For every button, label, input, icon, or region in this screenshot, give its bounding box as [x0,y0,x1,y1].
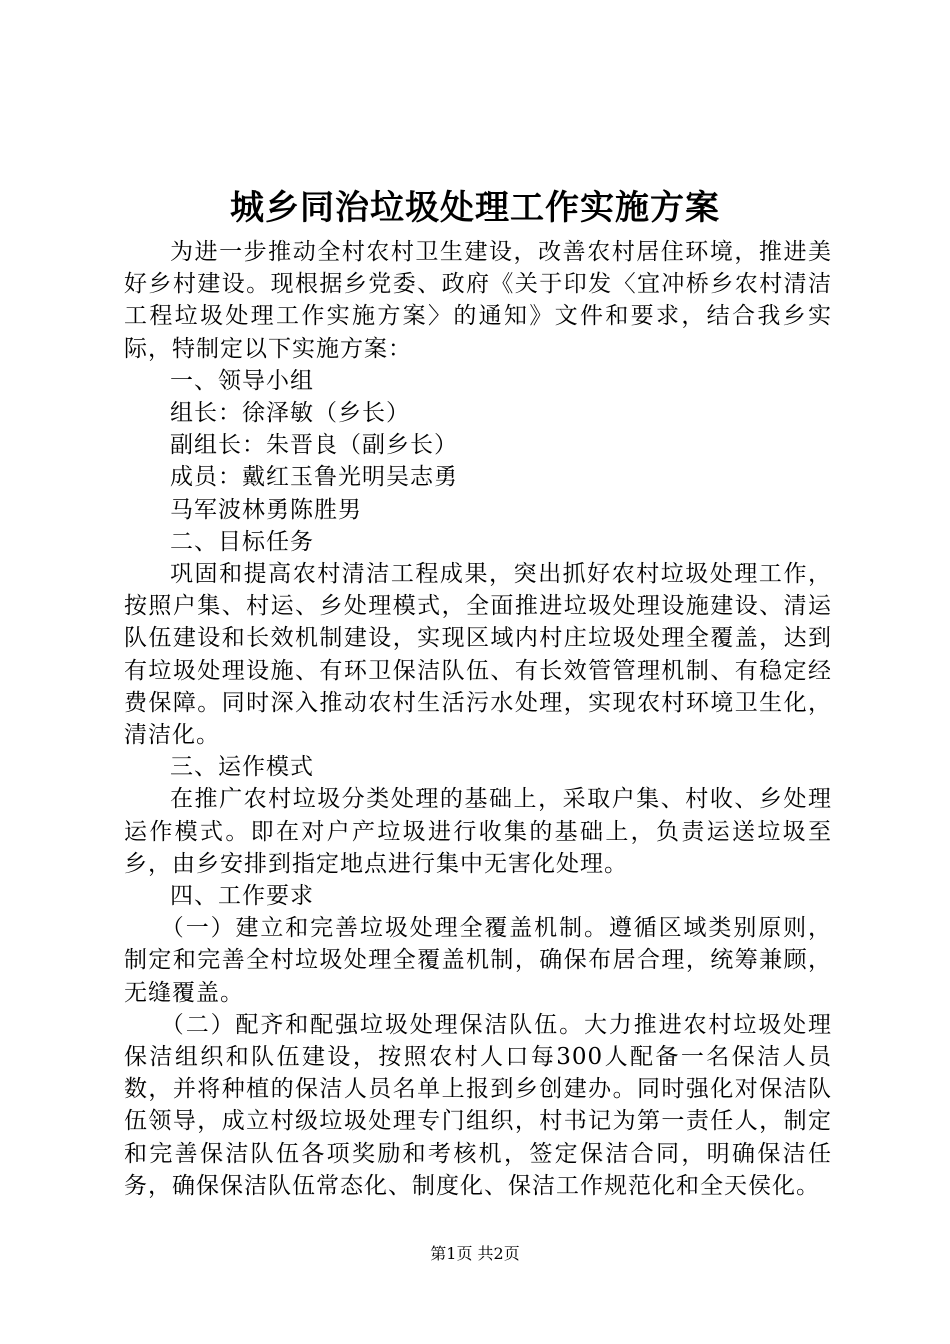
page-footer: 第1页 共2页 [430,1244,520,1263]
paragraph-goals: 巩固和提高农村清洁工程成果，突出抓好农村垃圾处理工作，按照户集、村运、乡处理模式，全面推进垃圾处理设施建设、清运队伍建设和长效机制建设，实现区域内村庄垃圾处理全覆盖，达到有垃圾处理设施、有环卫保洁队伍、有长效管管理机制、有稳定经费保障。同时深入推动农村生活污水处理，实现农村环境卫生化，清洁化。 [124,561,832,749]
paragraph-members-continued: 马军波林勇陈胜男 [170,496,362,523]
document-title: 城乡同治垃圾处理工作实施方案 [230,188,720,228]
paragraph-intro: 为进一步推动全村农村卫生建设，改善农村居住环境，推进美好乡村建设。现根据乡党委、政府《关于印发〈宜冲桥乡农村清洁工程垃圾处理工作实施方案〉的通知》文件和要求，结合我乡实际，特制定以下实施方案： [124,239,832,362]
paragraph-operation-mode: 在推广农村垃圾分类处理的基础上，采取户集、村收、乡处理运作模式。即在对户产垃圾进行收集的基础上，负责运送垃圾至乡，由乡安排到指定地点进行集中无害化处理。 [124,786,832,877]
paragraph-deputy-leader: 副组长：朱晋良（副乡长） [170,432,458,459]
document-body [124,236,832,1202]
heading-goals: 二、目标任务 [170,528,314,555]
paragraph-requirement-2: （二）配齐和配强垃圾处理保洁队伍。大力推进农村垃圾处理保洁组织和队伍建设，按照农村人口每300人配备一名保洁人员数，并将种植的保洁人员名单上报到乡创建办。同时强化对保洁队伍领导，成立村级垃圾处理专门组织，村书记为第一责任人，制定和完善保洁队伍各项奖励和考核机，签定保洁合同，明确保洁任务，确保保洁队伍常态化、制度化、保洁工作规范化和全天侯化。 [124,1011,832,1199]
paragraph-group-leader: 组长：徐泽敏（乡长） [170,400,410,427]
paragraph-members: 成员：戴红玉鲁光明吴志勇 [170,464,458,491]
heading-leadership-group: 一、领导小组 [170,367,314,394]
paragraph-requirement-1: （一）建立和完善垃圾处理全覆盖机制。遵循区域类别原则，制定和完善全村垃圾处理全覆盖机制，确保布居合理，统筹兼顾，无缝覆盖。 [124,915,832,1006]
heading-operation-mode: 三、运作模式 [170,754,314,781]
heading-work-requirements: 四、工作要求 [170,883,314,910]
